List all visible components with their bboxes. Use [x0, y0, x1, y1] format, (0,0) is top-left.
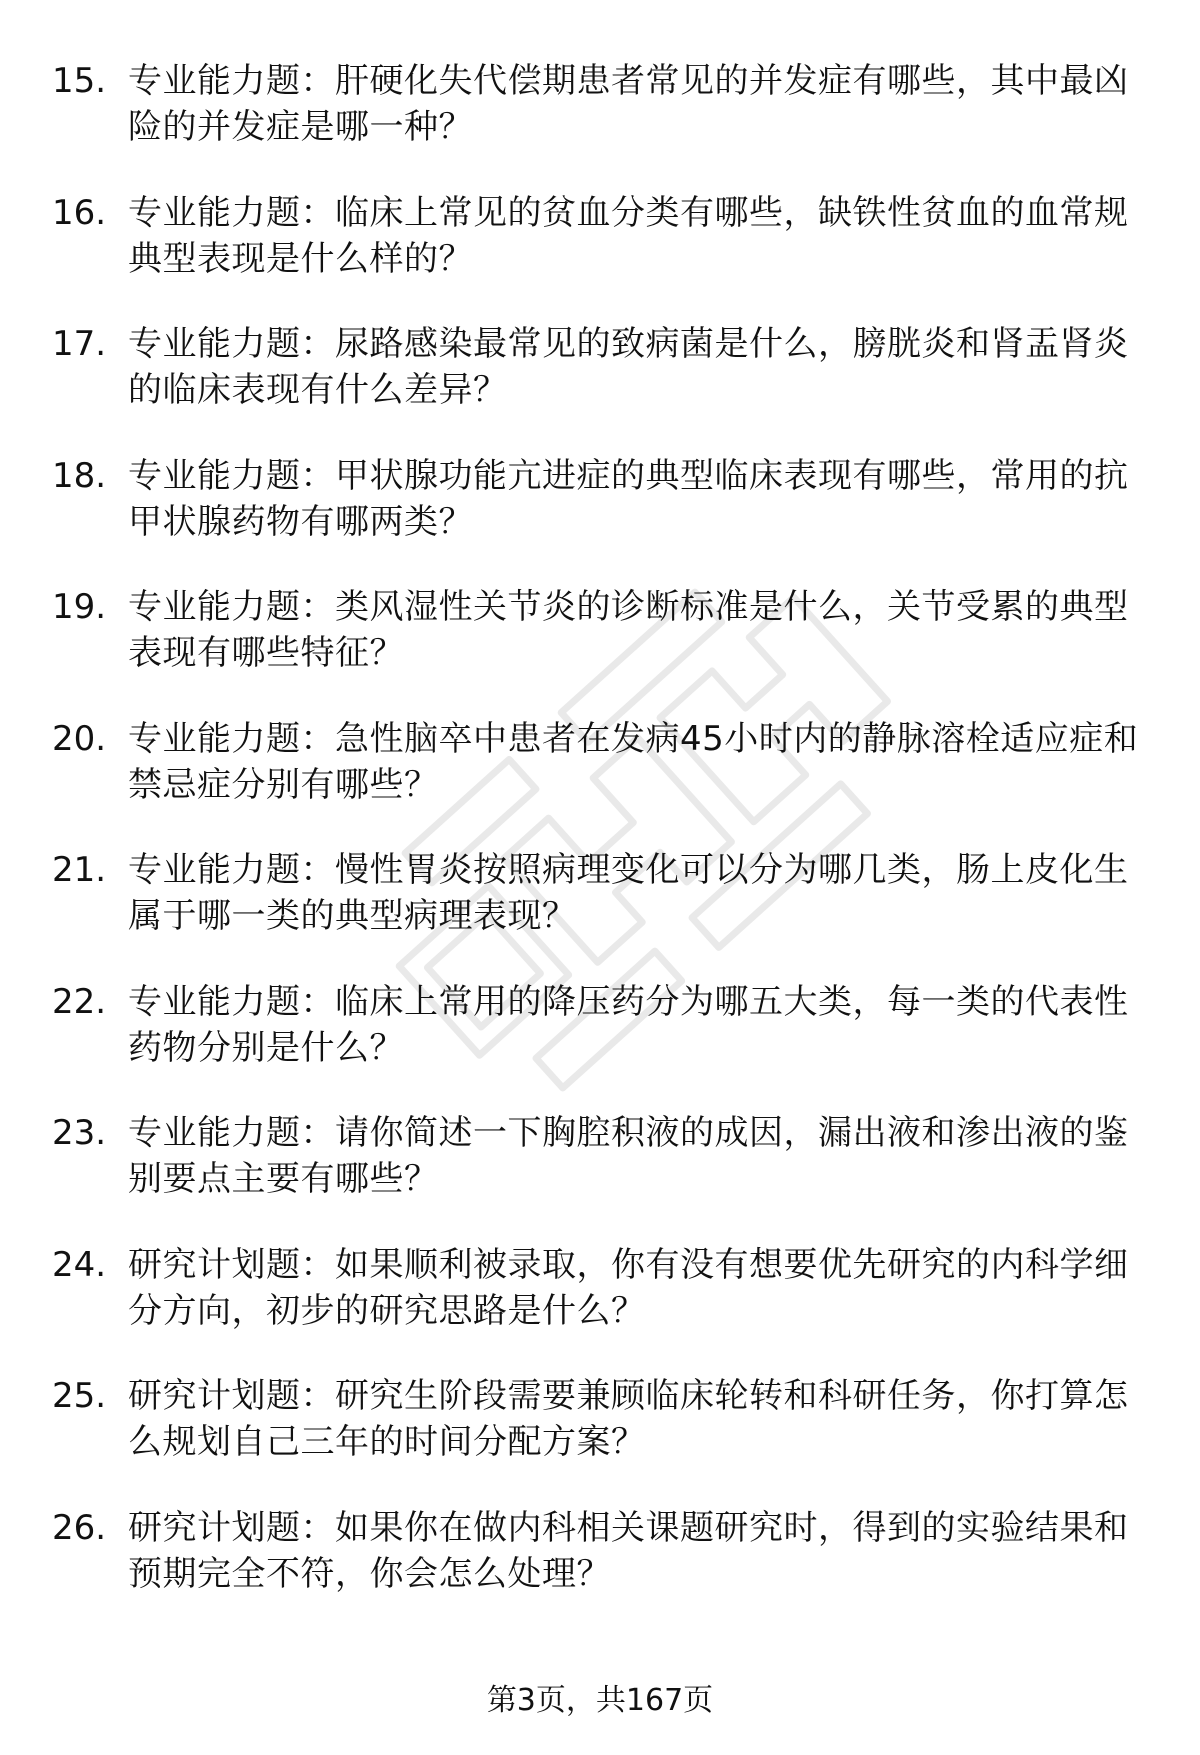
question-item: [52, 847, 1142, 979]
question-text: 专业能力题：临床上常见的贫血分类有哪些，缺铁性贫血的血常规典型表现是什么样的？: [128, 192, 1129, 279]
question-item: [52, 58, 1142, 190]
question-number: 15.: [52, 61, 107, 101]
question-item: [52, 1373, 1142, 1505]
question-text: 研究计划题：如果顺利被录取，你有没有想要优先研究的内科学细分方向，初步的研究思路是什么？: [128, 1244, 1129, 1331]
question-text: 专业能力题：尿路感染最常见的致病菌是什么，膀胱炎和肾盂肾炎的临床表现有什么差异？: [128, 324, 1129, 410]
question-item: [52, 321, 1142, 453]
question-number: 26.: [52, 1507, 107, 1548]
question-item: [52, 1110, 1142, 1242]
question-number: 23.: [52, 1113, 107, 1153]
question-text: 研究计划题：如果你在做内科相关课题研究时，得到的实验结果和预期完全不符，你会怎么处理？: [128, 1507, 1129, 1594]
question-number: 16.: [52, 192, 107, 233]
question-list: [52, 58, 1142, 1636]
question-number: 18.: [52, 455, 107, 496]
question-item: [52, 190, 1142, 322]
page-footer: 第3页，共167页: [486, 1683, 714, 1718]
question-text: 专业能力题：类风湿性关节炎的诊断标准是什么，关节受累的典型表现有哪些特征？: [128, 587, 1129, 673]
question-text: 专业能力题：肝硬化失代偿期患者常见的并发症有哪些，其中最凶险的并发症是哪一种？: [128, 61, 1129, 147]
question-text: 专业能力题：临床上常用的降压药分为哪五大类，每一类的代表性药物分别是什么？: [128, 981, 1129, 1068]
question-text: 专业能力题：急性脑卒中患者在发病45小时内的静脉溶栓适应症和禁忌症分别有哪些？: [128, 718, 1139, 805]
question-number: 20.: [52, 718, 107, 759]
question-text: 专业能力题：请你简述一下胸腔积液的成因，漏出液和渗出液的鉴别要点主要有哪些？: [128, 1113, 1129, 1199]
question-item: [52, 979, 1142, 1111]
question-item: [52, 1505, 1142, 1637]
question-number: 22.: [52, 981, 107, 1022]
question-text: 专业能力题：慢性胃炎按照病理变化可以分为哪几类，肠上皮化生属于哪一类的典型病理表现？: [128, 850, 1129, 936]
question-text: 专业能力题：甲状腺功能亢进症的典型临床表现有哪些，常用的抗甲状腺药物有哪两类？: [128, 455, 1129, 542]
question-text: 研究计划题：研究生阶段需要兼顾临床轮转和科研任务，你打算怎么规划自己三年的时间分配方案？: [128, 1376, 1129, 1462]
question-number: 17.: [52, 324, 107, 364]
question-item: [52, 1242, 1142, 1374]
question-number: 19.: [52, 587, 107, 627]
question-item: [52, 584, 1142, 716]
question-item: [52, 716, 1142, 848]
question-item: [52, 453, 1142, 585]
question-number: 25.: [52, 1376, 107, 1416]
question-number: 21.: [52, 850, 107, 890]
question-number: 24.: [52, 1244, 107, 1285]
